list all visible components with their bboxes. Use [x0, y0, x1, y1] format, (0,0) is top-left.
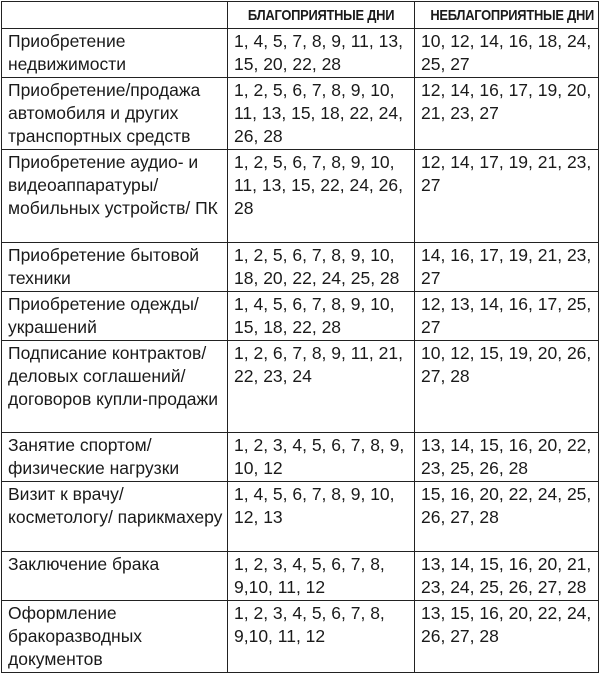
favorable-days-cell: 1, 2, 6, 7, 8, 9, 11, 21, 22, 23, 24	[228, 341, 415, 433]
activity-cell: Заключение брака	[2, 552, 228, 601]
unfavorable-days-cell: 13, 14, 15, 16, 20, 22, 23, 25, 26, 28	[415, 433, 599, 482]
header-unfavorable-days	[415, 2, 599, 29]
table-row	[2, 29, 599, 78]
unfavorable-days-cell: 12, 14, 17, 19, 21, 23, 27	[415, 150, 599, 243]
header-unfavorable-label: НЕБЛАГОПРИЯТНЫЕ ДНИ	[430, 6, 595, 24]
favorable-days-cell: 1, 2, 5, 6, 7, 8, 9, 10, 11, 13, 15, 18, 22, 24, 26, 28	[228, 78, 415, 150]
table-row	[2, 243, 599, 292]
table-row	[2, 552, 599, 601]
favorable-days-cell: 1, 4, 5, 6, 7, 8, 9, 10, 12, 13	[228, 482, 415, 552]
activity-cell: Занятие спортом/ физические нагрузки	[2, 433, 228, 482]
unfavorable-days-cell: 13, 14, 15, 16, 20, 21, 23, 24, 25, 26, 27, 28	[415, 552, 599, 601]
table-header-row	[2, 2, 599, 29]
activity-cell: Приобретение недвижимости	[2, 29, 228, 78]
table-row	[2, 292, 599, 341]
favorable-days-cell: 1, 4, 5, 6, 7, 8, 9, 10, 15, 18, 22, 28	[228, 292, 415, 341]
favorable-days-table	[1, 1, 599, 673]
table-row	[2, 150, 599, 243]
unfavorable-days-cell: 14, 16, 17, 19, 21, 23, 27	[415, 243, 599, 292]
activity-cell: Приобретение/продажа автомобиля и других транспортных средств	[2, 78, 228, 150]
table-row	[2, 482, 599, 552]
favorable-days-cell: 1, 2, 3, 4, 5, 6, 7, 8, 9,10, 11, 12	[228, 552, 415, 601]
table-row	[2, 601, 599, 673]
header-favorable-days	[228, 2, 415, 29]
favorable-days-cell: 1, 2, 3, 4, 5, 6, 7, 8, 9,10, 11, 12	[228, 601, 415, 673]
header-activity	[2, 2, 228, 29]
activity-cell: Подписание контрактов/ деловых соглашений/ договоров купли-продажи	[2, 341, 228, 433]
favorable-days-cell: 1, 2, 3, 4, 5, 6, 7, 8, 9, 10, 12	[228, 433, 415, 482]
activity-cell: Приобретение аудио- и видеоаппаратуры/ мобильных устройств/ ПК	[2, 150, 228, 243]
favorable-days-cell: 1, 2, 5, 6, 7, 8, 9, 10, 18, 20, 22, 24, 25, 28	[228, 243, 415, 292]
unfavorable-days-cell: 10, 12, 14, 16, 18, 24, 25, 27	[415, 29, 599, 78]
activity-cell: Оформление бракоразводных документов	[2, 601, 228, 673]
unfavorable-days-cell: 12, 13, 14, 16, 17, 25, 27	[415, 292, 599, 341]
table-row	[2, 433, 599, 482]
activity-cell: Визит к врачу/ косметологу/ парикмахеру	[2, 482, 228, 552]
unfavorable-days-cell: 12, 14, 16, 17, 19, 20, 21, 23, 27	[415, 78, 599, 150]
favorable-days-cell: 1, 4, 5, 7, 8, 9, 11, 13, 15, 20, 22, 28	[228, 29, 415, 78]
table-row	[2, 78, 599, 150]
activity-cell: Приобретение бытовой техники	[2, 243, 228, 292]
unfavorable-days-cell: 13, 15, 16, 20, 22, 24, 26, 27, 28	[415, 601, 599, 673]
unfavorable-days-cell: 15, 16, 20, 22, 24, 25, 26, 27, 28	[415, 482, 599, 552]
favorable-days-cell: 1, 2, 5, 6, 7, 8, 9, 10, 11, 13, 15, 22, 24, 26, 28	[228, 150, 415, 243]
activity-cell: Приобретение одежды/ украшений	[2, 292, 228, 341]
unfavorable-days-cell: 10, 12, 15, 19, 20, 26, 27, 28	[415, 341, 599, 433]
table-row	[2, 341, 599, 433]
header-favorable-label: БЛАГОПРИЯТНЫЕ ДНИ	[247, 6, 395, 24]
